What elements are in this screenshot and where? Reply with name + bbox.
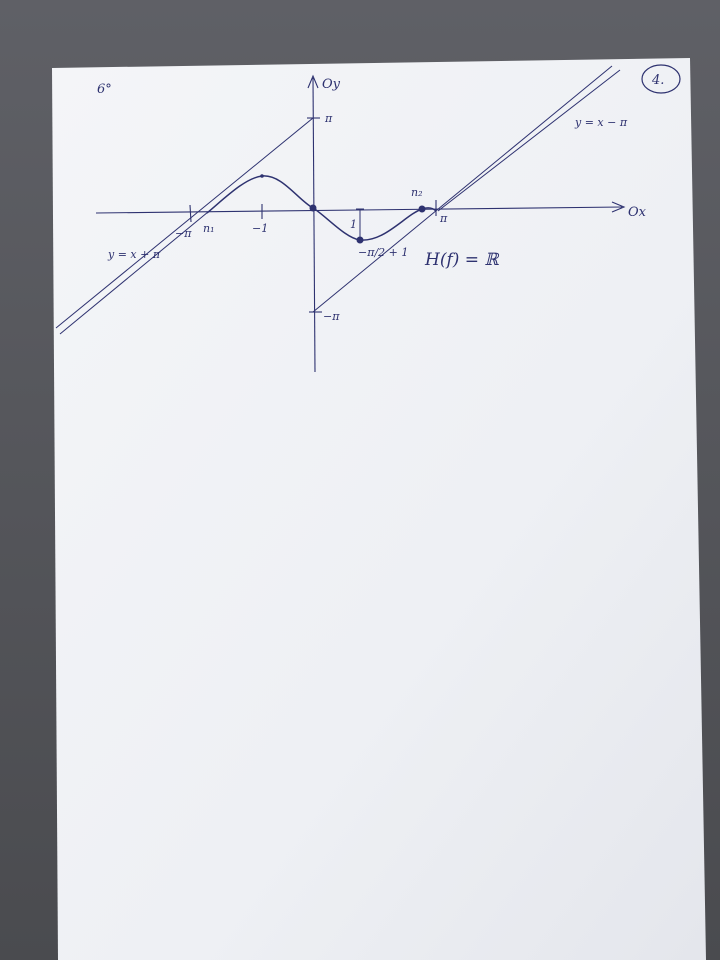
tick-label-x-neg-one: −1 xyxy=(252,222,269,235)
minimum-point xyxy=(357,237,364,244)
root-label-n2: n₂ xyxy=(411,186,423,199)
tick-label-y-pi: π xyxy=(325,112,333,125)
root-label-n1: n₁ xyxy=(203,222,215,235)
x-axis-label: Ox xyxy=(628,205,646,220)
minimum-label: −π/2 + 1 xyxy=(358,246,409,259)
segment-mark: 1 xyxy=(350,218,357,231)
upper-asymptote-label: y = x − π xyxy=(575,116,628,129)
origin-point xyxy=(310,205,317,212)
paper-sheet xyxy=(52,58,706,960)
tick-label-x-pi: π xyxy=(440,212,448,225)
lower-asymptote-label: y = x + π xyxy=(108,248,161,261)
page-number: 4. xyxy=(652,73,665,88)
tick-label-x-neg-pi: −π xyxy=(175,227,192,240)
corner-number: 6° xyxy=(97,82,112,97)
maximum-point xyxy=(260,174,264,178)
root-point-n2 xyxy=(419,206,426,213)
range-statement: H(f) = ℝ xyxy=(425,250,499,270)
tick-label-y-neg-pi: −π xyxy=(323,310,340,323)
y-axis-label: Oy xyxy=(322,77,341,92)
